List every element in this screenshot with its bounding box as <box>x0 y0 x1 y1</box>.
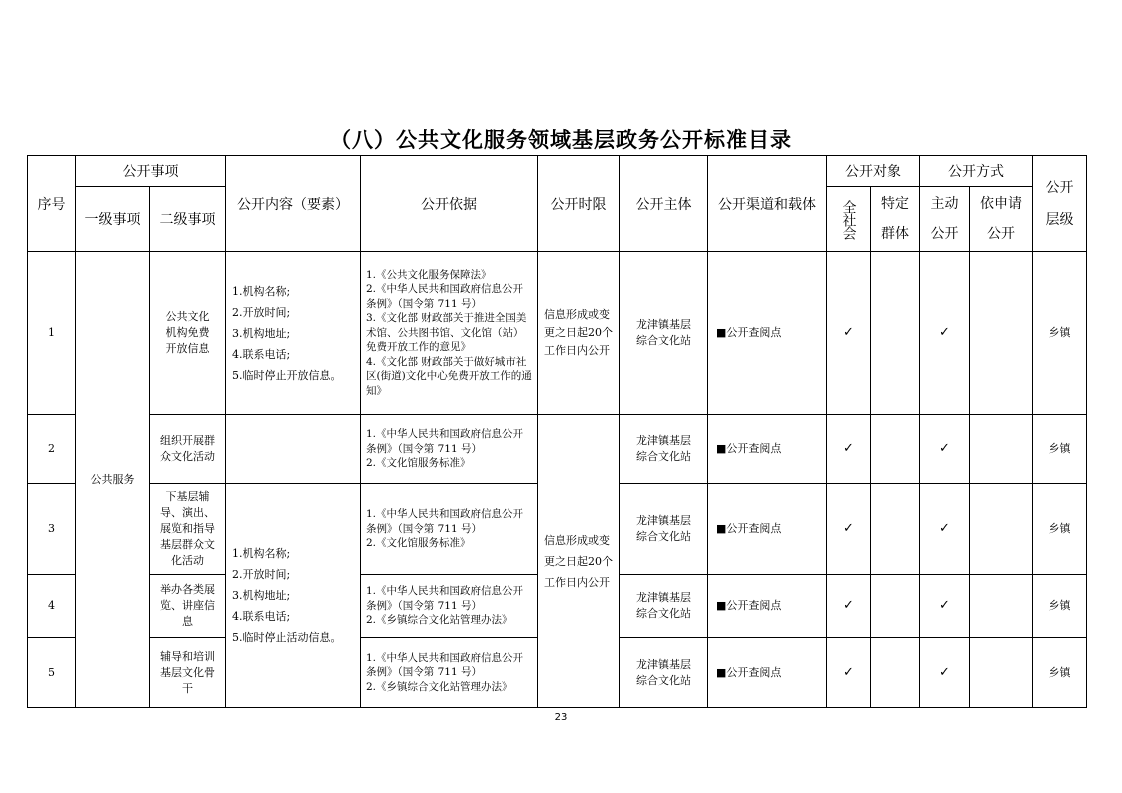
subject-cell: 龙津镇基层综合文化站 <box>620 252 708 415</box>
level2-cell: 下基层辅导、演出、展览和指导基层群众文化活动 <box>150 484 226 575</box>
content-cell <box>226 484 361 708</box>
header-specific-line2: 群体 <box>881 226 909 242</box>
level-cell: 乡镇 <box>1033 484 1087 575</box>
active-check-icon: ✓ <box>920 415 970 484</box>
header-active-line2: 公开 <box>930 226 959 242</box>
content-line: 1.机构名称; <box>232 547 291 560</box>
header-time-limit: 公开时限 <box>538 156 620 252</box>
header-subject: 公开主体 <box>620 156 708 252</box>
by-request-cell <box>970 575 1033 638</box>
content-line: 4.联系电话; <box>232 610 291 623</box>
specific-group-cell <box>871 575 920 638</box>
basis-cell <box>361 575 538 638</box>
basis-line: 4.《文化部 财政部关于做好城市社区(街道)文化中心免费开放工作的通知》 <box>366 355 532 397</box>
basis-line: 2.《乡镇综合文化站管理办法》 <box>366 680 513 693</box>
row-seq: 5 <box>28 638 76 708</box>
specific-group-cell <box>871 252 920 415</box>
basis-cell <box>361 252 538 415</box>
all-society-check-icon: ✓ <box>827 415 871 484</box>
row-seq: 4 <box>28 575 76 638</box>
header-all-society: 全社会 <box>827 187 871 252</box>
content-line: 3.机构地址; <box>232 326 291 340</box>
active-check-icon: ✓ <box>920 638 970 708</box>
all-society-check-icon: ✓ <box>827 484 871 575</box>
table-row <box>28 252 1087 415</box>
level1-cell: 公共服务 <box>76 252 150 708</box>
header-specific-group <box>871 187 920 252</box>
content-cell <box>226 415 361 484</box>
basis-cell <box>361 638 538 708</box>
header-basis: 公开依据 <box>361 156 538 252</box>
table-row <box>28 415 1087 484</box>
subject-cell: 龙津镇基层综合文化站 <box>620 575 708 638</box>
content-cell <box>226 252 361 415</box>
content-line: 2.开放时间; <box>232 568 291 581</box>
basis-line: 1.《中华人民共和国政府信息公开条例》（国令第 711 号） <box>366 428 524 455</box>
level-cell: 乡镇 <box>1033 575 1087 638</box>
basis-cell <box>361 415 538 484</box>
header-by-request <box>970 187 1033 252</box>
basis-line: 1.《中华人民共和国政府信息公开条例》（国令第 711 号） <box>366 508 524 535</box>
header-channel: 公开渠道和载体 <box>708 156 827 252</box>
level-cell: 乡镇 <box>1033 415 1087 484</box>
content-line: 5.临时停止活动信息。 <box>232 631 342 644</box>
level-cell: 乡镇 <box>1033 638 1087 708</box>
header-request-line2: 公开 <box>987 226 1015 242</box>
disclosure-catalog-table <box>27 155 1087 708</box>
channel-cell: ■公开查阅点 <box>708 638 827 708</box>
basis-line: 2.《中华人民共和国政府信息公开条例》（国令第 711 号） <box>366 283 524 310</box>
level2-cell: 举办各类展览、讲座信息 <box>150 575 226 638</box>
basis-line: 1.《中华人民共和国政府信息公开条例》（国令第 711 号） <box>366 585 524 612</box>
time-limit-cell: 信息形成或变更之日起20个工作日内公开 <box>538 252 620 415</box>
active-check-icon: ✓ <box>920 252 970 415</box>
specific-group-cell <box>871 484 920 575</box>
header-audience: 公开对象 <box>827 156 920 187</box>
by-request-cell <box>970 484 1033 575</box>
by-request-cell <box>970 638 1033 708</box>
content-line: 4.联系电话; <box>232 347 291 361</box>
header-level2: 二级事项 <box>150 187 226 252</box>
header-content: 公开内容（要素） <box>226 156 361 252</box>
header-active <box>920 187 970 252</box>
content-line: 3.机构地址; <box>232 589 291 602</box>
basis-line: 3.《文化部 财政部关于推进全国美术馆、公共图书馆、文化馆（站）免费开放工作的意见》 <box>366 312 527 354</box>
time-limit-cell: 信息形成或变更之日起20个工作日内公开 <box>538 415 620 708</box>
row-seq: 2 <box>28 415 76 484</box>
basis-line: 1.《中华人民共和国政府信息公开条例》（国令第 711 号） <box>366 651 524 679</box>
header-active-line1: 主动 <box>930 196 959 212</box>
page-title: （八）公共文化服务领域基层政务公开标准目录 <box>330 128 792 152</box>
channel-cell: ■公开查阅点 <box>708 415 827 484</box>
basis-line: 2.《文化馆服务标准》 <box>366 457 471 470</box>
specific-group-cell <box>871 415 920 484</box>
header-items: 公开事项 <box>76 156 226 187</box>
basis-line: 2.《文化馆服务标准》 <box>366 537 471 550</box>
level2-cell: 辅导和培训基层文化骨干 <box>150 638 226 708</box>
content-line: 1.机构名称; <box>232 284 291 298</box>
by-request-cell <box>970 252 1033 415</box>
content-line: 5.临时停止开放信息。 <box>232 368 342 382</box>
page-number: 23 <box>554 712 568 723</box>
subject-cell: 龙津镇基层综合文化站 <box>620 484 708 575</box>
header-level-line2: 层级 <box>1045 211 1074 228</box>
header-row-1 <box>28 156 1087 187</box>
header-level1: 一级事项 <box>76 187 150 252</box>
subject-cell: 龙津镇基层综合文化站 <box>620 638 708 708</box>
header-specific-line1: 特定 <box>881 196 909 212</box>
all-society-check-icon: ✓ <box>827 252 871 415</box>
header-request-line1: 依申请 <box>980 196 1022 212</box>
basis-line: 2.《乡镇综合文化站管理办法》 <box>366 614 513 627</box>
specific-group-cell <box>871 638 920 708</box>
active-check-icon: ✓ <box>920 484 970 575</box>
all-society-check-icon: ✓ <box>827 575 871 638</box>
row-seq: 3 <box>28 484 76 575</box>
channel-cell: ■公开查阅点 <box>708 575 827 638</box>
channel-cell: ■公开查阅点 <box>708 252 827 415</box>
header-level <box>1033 156 1087 252</box>
header-method: 公开方式 <box>920 156 1033 187</box>
level2-cell: 公共文化机构免费开放信息 <box>150 252 226 415</box>
all-society-check-icon: ✓ <box>827 638 871 708</box>
basis-line: 1.《公共文化服务保障法》 <box>366 268 492 281</box>
row-seq: 1 <box>28 252 76 415</box>
level2-cell: 组织开展群众文化活动 <box>150 415 226 484</box>
channel-cell: ■公开查阅点 <box>708 484 827 575</box>
subject-cell: 龙津镇基层综合文化站 <box>620 415 708 484</box>
active-check-icon: ✓ <box>920 575 970 638</box>
basis-cell <box>361 484 538 575</box>
header-seq: 序号 <box>28 156 76 252</box>
header-level-line1: 公开 <box>1045 179 1074 196</box>
content-line: 2.开放时间; <box>232 305 291 319</box>
by-request-cell <box>970 415 1033 484</box>
level-cell: 乡镇 <box>1033 252 1087 415</box>
